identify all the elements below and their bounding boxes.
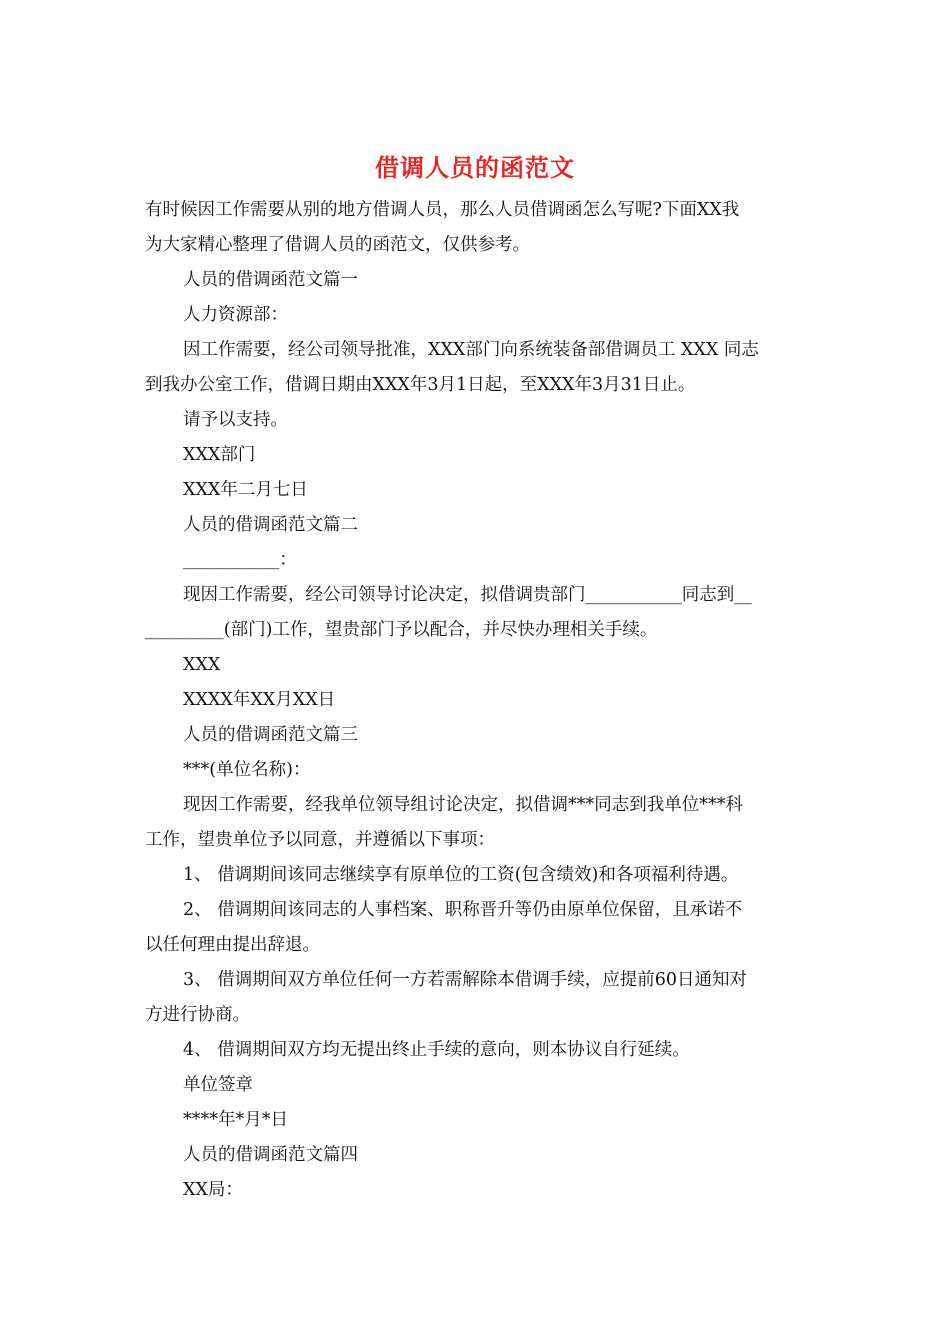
sample1-sender: XXX部门 [183,445,256,465]
sample2-date: XXXX年XX月XX日 [183,690,336,710]
body-line: 工作，望贵单位予以同意，并遵循以下事项： [145,830,495,850]
sample1-heading: 人员的借调函范文篇一 [183,270,358,290]
sample3-addressee: ***(单位名称)： [183,760,311,780]
sample3-item-2 [145,893,807,963]
body-line: 现因工作需要，经我单位领导组讨论决定，拟借调***同志到我单位***科 [183,795,743,815]
body-line: 现因工作需要，经公司领导讨论决定，拟借调贵部门___________同志到__ [183,585,752,605]
sample1-date: XXX年二月七日 [183,480,308,500]
sample2-sender: XXX [183,655,221,675]
item-line: 2、 借调期间该同志的人事档案、职称晋升等仍由原单位保留，且承诺不 [183,900,743,920]
sample3-item-4: 4、 借调期间双方均无提出终止手续的意向，则本协议自行延续。 [183,1040,690,1060]
sample3-seal: 单位签章 [183,1075,253,1095]
item-line: 以任何理由提出辞退。 [145,935,320,955]
intro-paragraph [145,193,807,263]
document-title: 借调人员的函范文 [375,153,575,182]
sample1-request: 请予以支持。 [183,410,288,430]
item-line: 3、 借调期间双方单位任何一方若需解除本借调手续，应提前60日通知对 [183,970,747,990]
sample4-addressee: XX局： [183,1180,243,1200]
sample2-body [145,578,807,648]
sample4-heading: 人员的借调函范文篇四 [183,1145,358,1165]
sample2-heading: 人员的借调函范文篇二 [183,515,358,535]
sample1-body [145,333,807,403]
sample3-date: ****年*月*日 [183,1110,288,1130]
body-line: 因工作需要，经公司领导批准，XXX部门向系统装备部借调员工 XXX 同志 [183,340,759,360]
sample3-heading: 人员的借调函范文篇三 [183,725,358,745]
sample1-addressee: 人力资源部： [183,305,288,325]
body-line: _________(部门)工作，望贵部门予以配合，并尽快办理相关手续。 [145,620,658,640]
sample3-item-1: 1、 借调期间该同志继续享有原单位的工资(包含绩效)和各项福利待遇。 [183,865,739,885]
sample3-item-3 [145,963,807,1033]
intro-line: 为大家精心整理了借调人员的函范文，仅供参考。 [145,235,530,255]
sample2-addressee: ___________： [183,550,297,570]
body-line: 到我办公室工作，借调日期由XXX年3月1日起，至XXX年3月31日止。 [145,375,696,395]
document-body [145,193,807,1208]
intro-line: 有时候因工作需要从别的地方借调人员，那么人员借调函怎么写呢?下面XX我 [145,200,740,220]
item-line: 方进行协商。 [145,1005,250,1025]
sample3-body [145,788,807,858]
